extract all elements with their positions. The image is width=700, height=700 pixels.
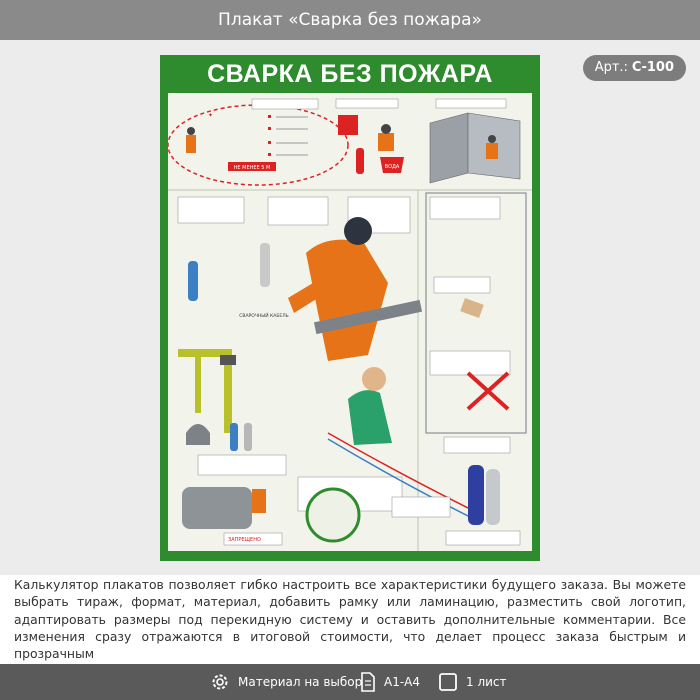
- gas-cylinder-right: [468, 465, 484, 525]
- forbidden-label: ЗАПРЕЩЕНО: [228, 537, 261, 543]
- sheet-icon: [438, 672, 458, 692]
- fire-extinguisher: [356, 148, 364, 174]
- welder-figure: [186, 135, 196, 153]
- note-box: [252, 99, 318, 109]
- svg-text:✦: ✦: [208, 112, 214, 119]
- feature-sheets-label: 1 лист: [466, 675, 507, 689]
- water-label: ВОДА: [384, 164, 400, 170]
- feature-material: [210, 664, 362, 700]
- poster-illustration-svg: [168, 93, 532, 551]
- oxygen-cylinder: [188, 261, 198, 301]
- feature-sheets: [438, 664, 507, 700]
- document-icon: [360, 672, 376, 692]
- distance-label: НЕ МЕНЕЕ 5 М: [233, 165, 271, 171]
- gear-icon: [210, 672, 230, 692]
- feature-material-label: Материал на выбор: [238, 675, 363, 689]
- welder-green: [348, 390, 392, 445]
- feature-format: [360, 664, 420, 700]
- metal-screen: [430, 113, 468, 183]
- cable-label: СВАРОЧНЫЙ КАБЕЛЬ: [239, 314, 289, 319]
- features-bar: [0, 664, 700, 700]
- floor-hatch: [460, 298, 484, 318]
- feature-format-label: А1-А4: [384, 675, 421, 689]
- poster-title: СВАРКА БЕЗ ПОЖАРА: [207, 60, 493, 88]
- product-image-area: [0, 40, 700, 575]
- acetylene-cylinder: [260, 243, 270, 287]
- article-prefix: Арт.:: [594, 60, 628, 75]
- poster-image: [160, 55, 540, 561]
- welder-large: [306, 240, 388, 361]
- fire-sign: [338, 115, 358, 135]
- gas-tank: [182, 487, 252, 529]
- page-title: Плакат «Сварка без пожара»: [0, 0, 700, 40]
- article-badge: [583, 55, 686, 81]
- article-code: С-100: [631, 60, 674, 75]
- badge-emblem: [307, 489, 359, 541]
- description-text: Калькулятор плакатов позволяет гибко настроить все характеристики будущего заказа. Вы можете выбрать тираж, формат, материал, добавить рамку или ламинацию, разместить свой логотип, адаптировать размеры под перекидную систему и оставить дополнительные комментарии. Все изменения сразу отражаются в итоговой стоимости, что делает процесс заказа быстрым и прозрачным: [14, 577, 686, 662]
- poster-illustration: [168, 93, 532, 551]
- kettle: [186, 424, 210, 445]
